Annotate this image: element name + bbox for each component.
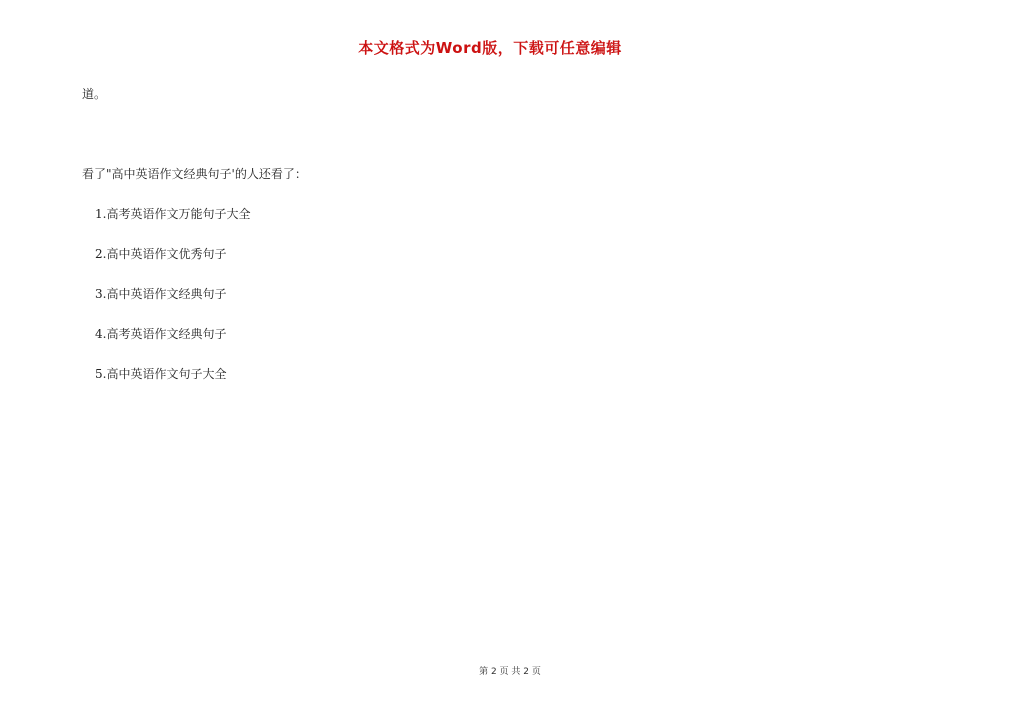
related-article-item[interactable]: 2.高中英语作文优秀句子: [95, 247, 227, 261]
related-articles-list: [95, 206, 250, 406]
related-article-item[interactable]: 1.高考英语作文万能句子大全: [95, 207, 251, 221]
header-banner: 本文格式为Word版，下载可任意编辑: [358, 39, 622, 57]
related-article-item[interactable]: 3.高中英语作文经典句子: [95, 287, 227, 301]
continuation-text: 道。: [82, 87, 107, 101]
page-number-footer: 第 2 页 共 2 页: [479, 667, 541, 677]
related-article-item[interactable]: 5.高中英语作文句子大全: [95, 367, 227, 381]
related-article-item[interactable]: 4.高考英语作文经典句子: [95, 327, 227, 341]
related-intro: 看了"高中英语作文经典句子'的人还看了：: [82, 167, 307, 181]
